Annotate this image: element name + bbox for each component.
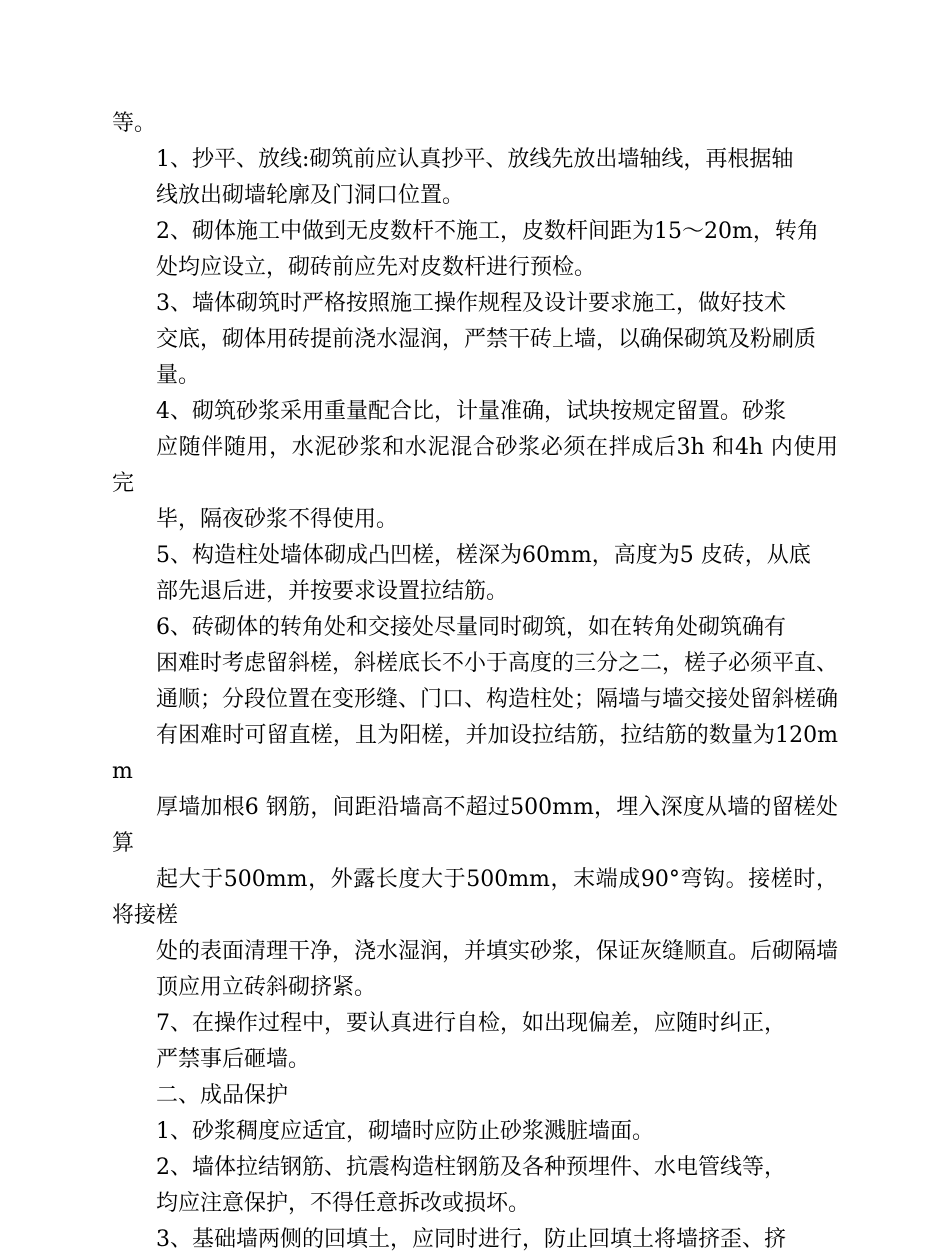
text-line: 5、构造柱处墙体砌成凸凹槎，槎深为60mm，高度为5 皮砖，从底 bbox=[156, 543, 811, 568]
paragraph-protection-2 bbox=[112, 1150, 838, 1222]
text-line: 起大于500mm，外露长度大于500mm，末端成90°弯钩。接槎时，将接槎 bbox=[112, 867, 838, 928]
text-line: 均应注意保护，不得任意拆改或损坏。 bbox=[156, 1191, 531, 1216]
text-line: 毕，隔夜砂浆不得使用。 bbox=[156, 507, 399, 532]
text-line: 6、砖砌体的转角处和交接处尽量同时砌筑，如在转角处砌筑确有 bbox=[156, 615, 786, 640]
paragraph-item-5-column bbox=[112, 538, 838, 610]
paragraph-item-1-leveling bbox=[112, 142, 838, 214]
text-line: 量。 bbox=[156, 363, 201, 388]
paragraph-item-4-mortar bbox=[112, 394, 838, 538]
paragraph-continuation bbox=[112, 106, 838, 142]
document-body bbox=[112, 106, 838, 1258]
paragraph-item-3-masonry bbox=[112, 286, 838, 394]
paragraph-protection-1 bbox=[112, 1114, 838, 1150]
paragraph-protection-3 bbox=[112, 1222, 838, 1258]
text-line: 交底，砌体用砖提前浇水湿润，严禁干砖上墙，以确保砌筑及粉刷质 bbox=[156, 327, 817, 352]
text-line: 7、在操作过程中，要认真进行自检，如出现偏差，应随时纠正， bbox=[156, 1011, 786, 1036]
text-line: 二、成品保护 bbox=[156, 1083, 289, 1108]
text-line: 2、墙体拉结钢筋、抗震构造柱钢筋及各种预埋件、水电管线等， bbox=[156, 1155, 786, 1180]
text-line: 3、墙体砌筑时严格按照施工操作规程及设计要求施工，做好技术 bbox=[156, 291, 786, 316]
text-line: 通顺；分段位置在变形缝、门口、构造柱处；隔墙与墙交接处留斜槎确 bbox=[156, 687, 839, 712]
text-line: 4、砌筑砂浆采用重量配合比，计量准确，试块按规定留置。砂浆 bbox=[156, 399, 786, 424]
text-line: 部先退后进，并按要求设置拉结筋。 bbox=[156, 579, 509, 604]
text-line: 应随伴随用，水泥砂浆和水泥混合砂浆必须在拌成后3h 和4h 内使用完 bbox=[112, 435, 838, 496]
text-line: 处的表面清理干净，浇水湿润，并填实砂浆，保证灰缝顺直。后砌隔墙 bbox=[156, 939, 839, 964]
section-heading-product-protection bbox=[112, 1078, 838, 1114]
paragraph-item-6-corners bbox=[112, 610, 838, 1006]
text-line: 1、抄平、放线:砌筑前应认真抄平、放线先放出墙轴线，再根据轴 bbox=[156, 147, 794, 172]
text-line: 有困难时可留直槎，且为阳槎，并加设拉结筋，拉结筋的数量为120mm bbox=[112, 723, 838, 784]
text-line: 3、基础墙两侧的回填土，应同时进行，防止回填土将墙挤歪、挤 bbox=[156, 1227, 786, 1252]
text-line: 线放出砌墙轮廓及门洞口位置。 bbox=[156, 183, 465, 208]
text-line: 厚墙加根6 钢筋，间距沿墙高不超过500mm，埋入深度从墙的留槎处算 bbox=[112, 795, 838, 856]
paragraph-item-7-inspection bbox=[112, 1006, 838, 1078]
paragraph-item-2-rods bbox=[112, 214, 838, 286]
text-line: 严禁事后砸墙。 bbox=[156, 1047, 311, 1072]
text-line: 顶应用立砖斜砌挤紧。 bbox=[156, 975, 377, 1000]
text-line: 1、砂浆稠度应适宜，砌墙时应防止砂浆溅脏墙面。 bbox=[156, 1119, 654, 1144]
text-line: 困难时考虑留斜槎，斜槎底长不小于高度的三分之二，槎子必须平直、 bbox=[156, 651, 839, 676]
text-line: 处均应设立，砌砖前应先对皮数杆进行预检。 bbox=[156, 255, 597, 280]
text-line: 等。 bbox=[112, 111, 157, 136]
text-line: 2、砌体施工中做到无皮数杆不施工，皮数杆间距为15～20m，转角 bbox=[156, 219, 819, 244]
